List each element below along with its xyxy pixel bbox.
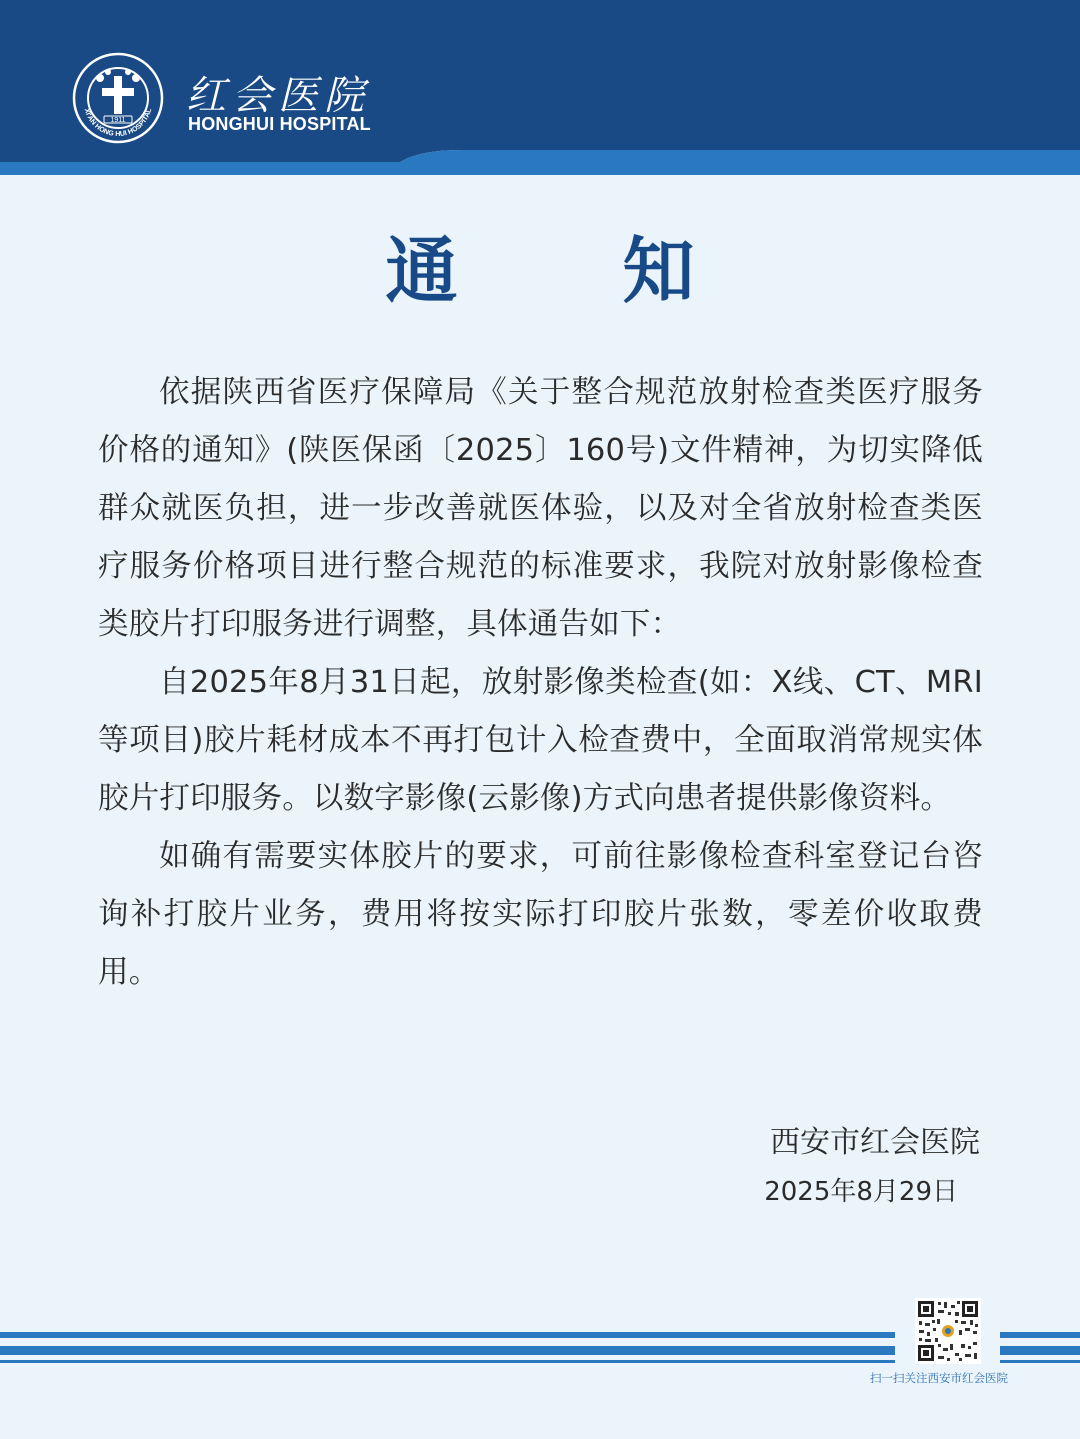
seal-year: 1911 — [110, 117, 126, 124]
signature-date: 2025年8月29日 — [764, 1177, 958, 1207]
qr-caption: 扫一扫关注西安市红会医院 — [870, 1371, 1008, 1385]
header-banner — [0, 0, 1080, 175]
notice-body — [98, 364, 983, 1002]
signature-organization: 西安市红会医院 — [770, 1125, 980, 1160]
notice-paragraph-1: 依据陕西省医疗保障局《关于整合规范放射检查类医疗服务价格的通知》(陕医保函〔2025〕160号)文件精神，为切实降低群众就医负担，进一步改善就医体验，以及对全省放射检查类医疗服务价格项目进行整合规范的标准要求，我院对放射影像检查类胶片打印服务进行调整，具体通告如下： — [98, 375, 983, 642]
seal-text: XI'AN HONG HUI HOSPITAL — [82, 107, 154, 139]
hospital-seal-logo — [72, 52, 164, 144]
notice-paragraph-3: 如确有需要实体胶片的要求，可前往影像检查科室登记台咨询补打胶片业务，费用将按实际打印胶片张数，零差价收取费用。 — [98, 839, 983, 990]
qr-code-icon[interactable] — [915, 1298, 981, 1364]
notice-title: 通 知 — [385, 229, 765, 313]
notice-paragraph-2: 自2025年8月31日起，放射影像类检查(如：X线、CT、MRI等项目)胶片耗材成本不再打包计入检查费中，全面取消常规实体胶片打印服务。以数字影像(云影像)方式向患者提供影像资料。 — [98, 665, 983, 816]
hospital-name-en: HONGHUI HOSPITAL — [188, 114, 371, 134]
hospital-name-cn: 红会医院 — [186, 73, 370, 119]
